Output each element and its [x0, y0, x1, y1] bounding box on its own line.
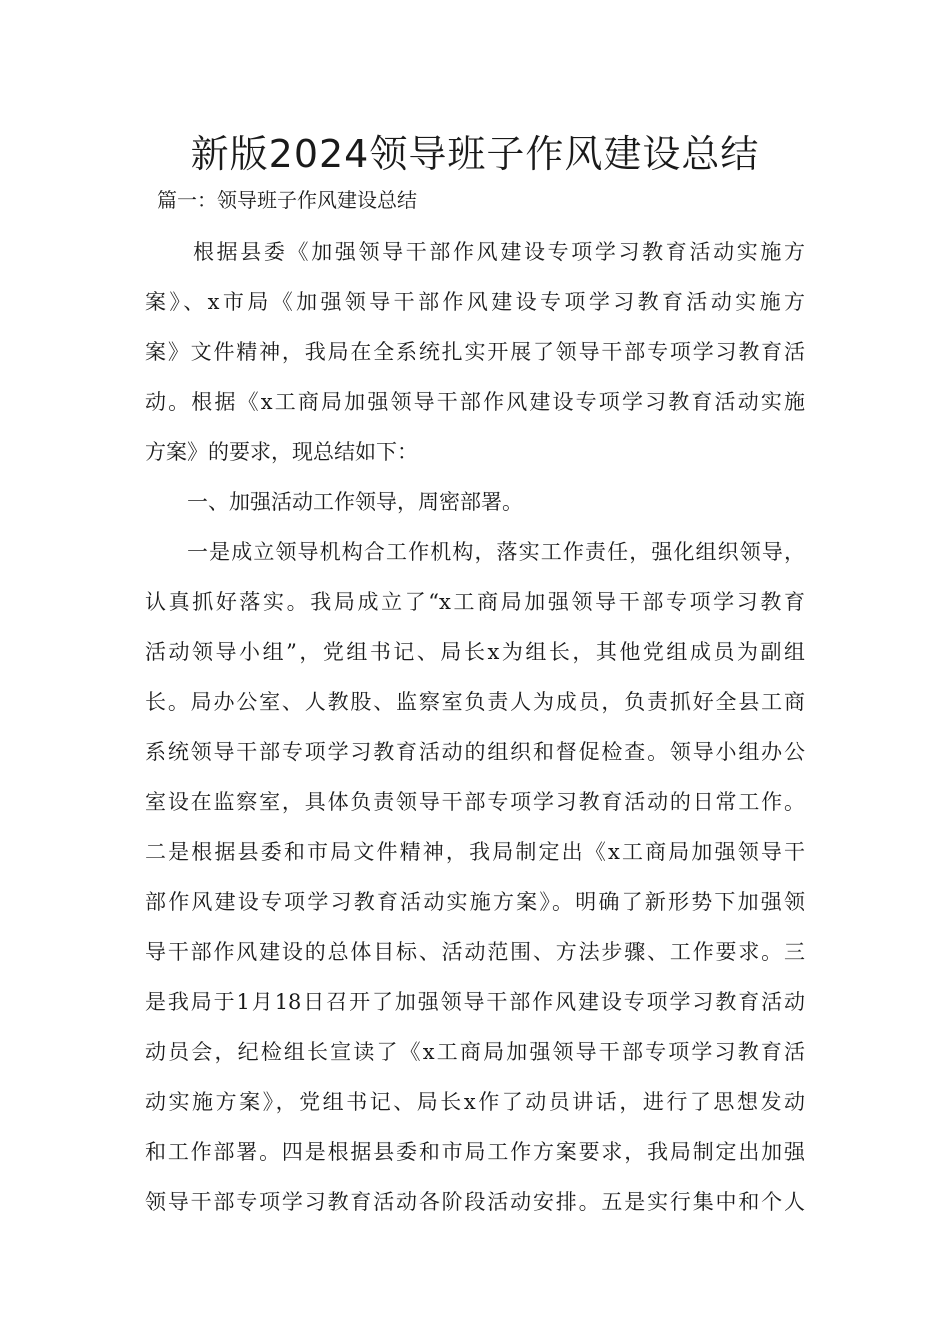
paragraph-line: 案》、x市局《加强领导干部作风建设专项学习教育活动实施方	[145, 290, 805, 314]
paragraph-line: 方案》的要求，现总结如下：	[145, 440, 418, 464]
paragraph-line: 领导干部专项学习教育活动各阶段活动安排。五是实行集中和个人	[145, 1190, 805, 1214]
paragraph-line: 案》文件精神，我局在全系统扎实开展了领导干部专项学习教育活	[145, 340, 805, 364]
paragraph-line: 长。局办公室、人教股、监察室负责人为成员，负责抓好全县工商	[145, 690, 805, 714]
paragraph-line: 部作风建设专项学习教育活动实施方案》。明确了新形势下加强领	[145, 890, 805, 914]
document-title: 新版2024领导班子作风建设总结	[190, 132, 760, 176]
paragraph-line: 活动领导小组”，党组书记、局长x为组长，其他党组成员为副组	[145, 640, 805, 664]
paragraph-line: 是我局于1月18日召开了加强领导干部作风建设专项学习教育活动	[145, 990, 805, 1014]
paragraph-line: 动。根据《x工商局加强领导干部作风建设专项学习教育活动实施	[145, 390, 805, 414]
paragraph-line: 动员会，纪检组长宣读了《x工商局加强领导干部专项学习教育活	[145, 1040, 805, 1064]
paragraph-line: 认真抓好落实。我局成立了“x工商局加强领导干部专项学习教育	[145, 590, 805, 614]
section-heading: 一、加强活动工作领导，周密部署。	[187, 490, 523, 514]
document-subtitle: 篇一：领导班子作风建设总结	[157, 188, 417, 212]
paragraph-line: 一是成立领导机构合工作机构，落实工作责任，强化组织领导，	[187, 540, 805, 564]
document-body	[145, 227, 805, 1227]
paragraph-line: 室设在监察室，具体负责领导干部专项学习教育活动的日常工作。	[145, 790, 805, 814]
paragraph-line: 二是根据县委和市局文件精神，我局制定出《x工商局加强领导干	[145, 840, 805, 864]
paragraph-line: 根据县委《加强领导干部作风建设专项学习教育活动实施方	[193, 240, 805, 264]
paragraph-line: 动实施方案》，党组书记、局长x作了动员讲话，进行了思想发动	[145, 1090, 805, 1114]
paragraph-line: 导干部作风建设的总体目标、活动范围、方法步骤、工作要求。三	[145, 940, 805, 964]
paragraph-line: 系统领导干部专项学习教育活动的组织和督促检查。领导小组办公	[145, 740, 805, 764]
paragraph-line: 和工作部署。四是根据县委和市局工作方案要求，我局制定出加强	[145, 1140, 805, 1164]
